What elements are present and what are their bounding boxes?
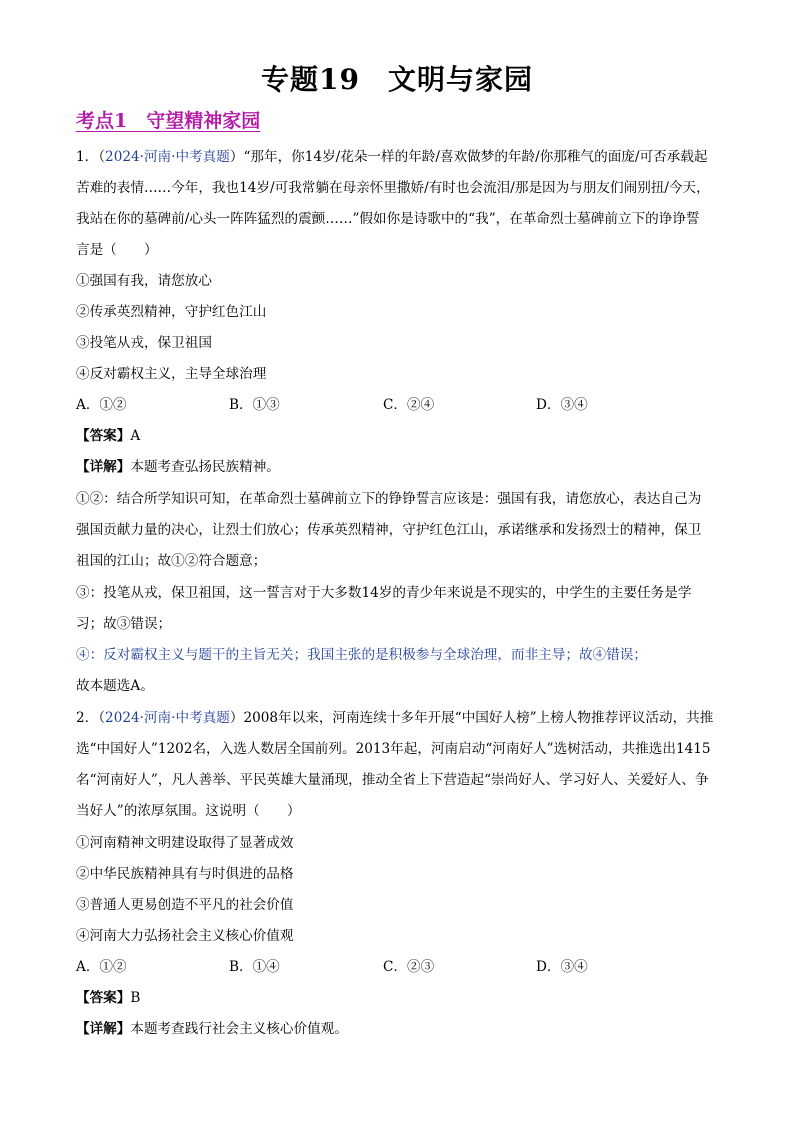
section-heading: 考点1 守望精神家园 <box>76 110 261 132</box>
q2-statement-1: ①河南精神文明建设取得了显著成效 <box>76 835 294 851</box>
title-name: 文明与家园 <box>387 63 533 96</box>
q2-source-close: ） <box>229 710 244 726</box>
q2-detail <box>76 1020 348 1038</box>
q2-statement-3: ③普通人更易创造不平凡的社会价值 <box>76 897 294 913</box>
q1-option-b[interactable]: B．①③ <box>229 397 280 413</box>
q1-stem-line-3: 我站在你的墓碑前/心头一阵阵猛烈的震颤……”假如你是诗歌中的“我”，在革命烈士墓碑前立下的诤诤誓 <box>76 211 700 227</box>
q2-number: 2．（ <box>76 710 106 726</box>
q1-option-a[interactable]: A．①② <box>76 397 127 413</box>
q2-statement-4: ④河南大力弘扬社会主义核心价值观 <box>76 928 294 944</box>
q2-detail-text: 本题考查践行社会主义核心价值观。 <box>130 1021 348 1037</box>
q1-source-close: ） <box>229 149 244 165</box>
q2-option-b[interactable]: B．①④ <box>229 959 280 975</box>
q1-answer-value: A <box>130 428 141 444</box>
q2-answer <box>76 989 140 1007</box>
q2-stem-line-2: 选“中国好人”1202名，入选人数居全国前列。2013年起，河南启动“河南好人”选树活动，共推选出1415 <box>76 741 711 757</box>
q1-statement-3: ③投笔从戎，保卫祖国 <box>76 335 212 351</box>
q1-explain-3-line-1: ③：投笔从戎，保卫祖国，这一誓言对于大多数14岁的青少年来说是不现实的，中学生的主要任务是学 <box>76 585 692 601</box>
q2-answer-value: B <box>130 990 141 1006</box>
q2-stem-line-3: 名“河南好人”，凡人善举、平民英雄大量涌现，推动全省上下营造起“崇尚好人、学习好人、关爱好人、争 <box>76 772 709 788</box>
q1-explain-12-line-2: 强国贡献力量的决心，让烈士们放心；传承英烈精神，守护红色江山，承诺继承和发扬烈士的精神，保卫 <box>76 522 702 538</box>
q1-answer <box>76 427 140 445</box>
q1-stem-line-1 <box>76 148 707 166</box>
page-title <box>0 58 794 98</box>
q1-option-c[interactable]: C．②④ <box>383 397 435 413</box>
q1-conclusion: 故本题选A。 <box>76 678 154 694</box>
q1-statement-2: ②传承英烈精神，守护红色江山 <box>76 304 267 320</box>
q1-stem-line-4: 言是（ ） <box>76 242 158 258</box>
q1-answer-tag: 【答案】 <box>76 428 131 444</box>
q2-source: 2024·河南·中考真题 <box>105 710 230 726</box>
q1-stem-line-2: 苦难的表情……今年，我也14岁/可我常躺在母亲怀里撒娇/有时也会流泪/那是因为与朋友们闹别扭/今天， <box>76 180 710 196</box>
q1-explain-4: ④：反对霸权主义与题干的主旨无关；我国主张的是积极参与全球治理，而非主导；故④错误； <box>76 647 647 663</box>
q1-statement-4: ④反对霸权主义，主导全球治理 <box>76 366 267 382</box>
title-label: 专题19 <box>261 63 360 96</box>
q1-statement-1: ①强国有我，请您放心 <box>76 273 212 289</box>
q2-stem-text-1: 2008年以来，河南连续十多年开展“中国好人榜”上榜人物推荐评议活动，共推 <box>243 710 714 726</box>
q1-stem-text-1: “那年，你14岁/花朵一样的年龄/喜欢做梦的年龄/你那稚气的面庞/可否承载起 <box>243 149 708 165</box>
q2-statement-2: ②中华民族精神具有与时俱进的品格 <box>76 866 294 882</box>
q2-answer-tag: 【答案】 <box>76 990 131 1006</box>
q1-explain-12-line-3: 祖国的江山；故①②符合题意； <box>76 553 267 569</box>
q2-stem-line-1 <box>76 709 713 727</box>
q2-option-a[interactable]: A．①② <box>76 959 127 975</box>
q1-detail-tag: 【详解】 <box>76 459 131 475</box>
q2-option-c[interactable]: C．②③ <box>383 959 435 975</box>
q2-stem-line-4: 当好人”的浓厚氛围。这说明（ ） <box>76 803 301 819</box>
q1-number: 1．（ <box>76 149 106 165</box>
q1-option-d[interactable]: D．③④ <box>536 397 588 413</box>
q2-option-d[interactable]: D．③④ <box>536 959 588 975</box>
q2-detail-tag: 【详解】 <box>76 1021 131 1037</box>
q1-detail <box>76 458 280 476</box>
q1-explain-12-line-1: ①②：结合所学知识可知，在革命烈士墓碑前立下的铮铮誓言应该是：强国有我，请您放心，表达自己为 <box>76 491 702 507</box>
q1-detail-text: 本题考查弘扬民族精神。 <box>130 459 280 475</box>
q1-source: 2024·河南·中考真题 <box>105 149 230 165</box>
q1-explain-3-line-2: 习；故③错误； <box>76 616 172 632</box>
